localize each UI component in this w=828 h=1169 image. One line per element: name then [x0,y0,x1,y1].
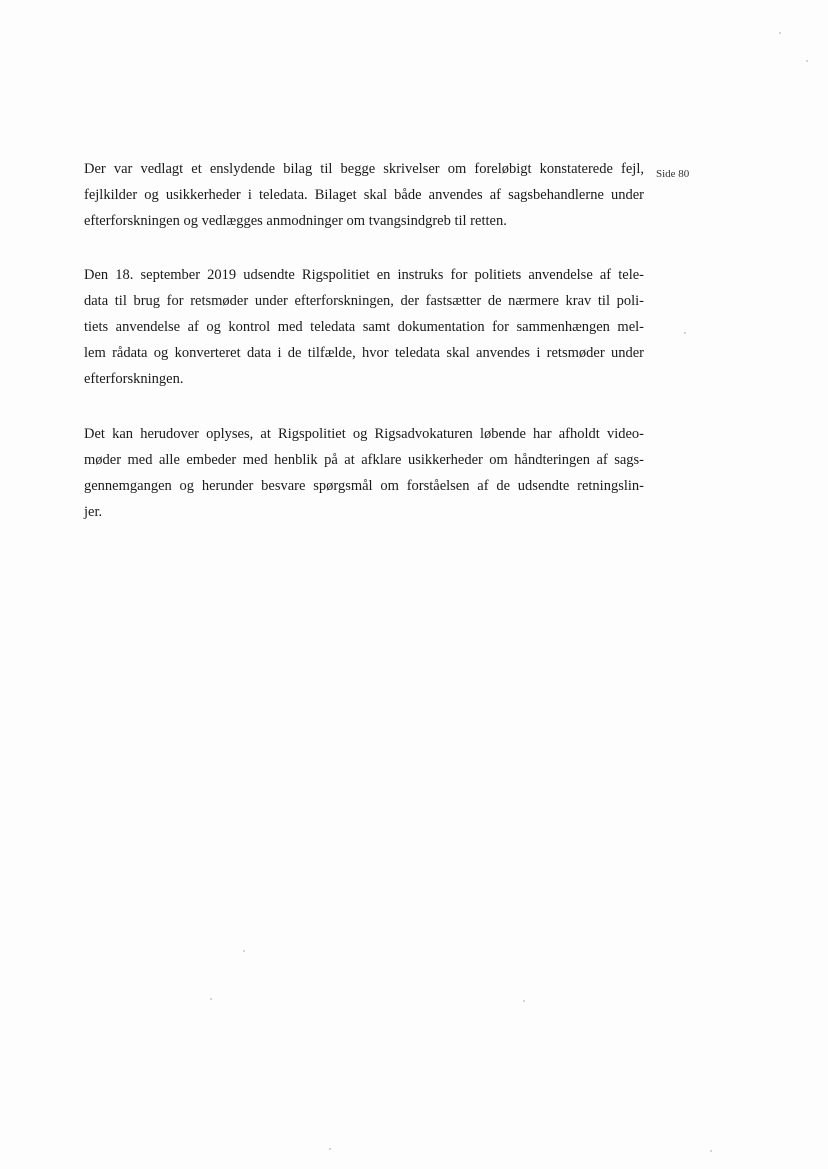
paragraph [84,421,644,525]
text-line: lem rådata og konverteret data i de tilfælde, hvor teledata skal anvendes i retsmøder under [84,345,644,361]
paragraph [84,262,644,392]
scan-speck [243,950,245,952]
text-line: Der var vedlagt et enslydende bilag til begge skrivelser om foreløbigt konstaterede fejl, [84,161,644,177]
text-line: Den 18. september 2019 udsendte Rigspolitiet en instruks for politiets anvendelse af tele- [84,267,644,283]
text-line: jer. [84,504,103,520]
scan-speck [806,60,808,62]
text-line: Det kan herudover oplyses, at Rigspolitiet og Rigsadvokaturen løbende har afholdt video- [84,426,644,442]
scan-speck [710,1150,712,1152]
text-line: efterforskningen og vedlægges anmodninger om tvangsindgreb til retten. [84,213,507,229]
page-number-label: Side 80 [656,168,690,180]
scan-speck [779,32,781,34]
scan-speck [684,332,686,334]
text-line: fejlkilder og usikkerheder i teledata. Bilaget skal både anvendes af sagsbehandlerne under [84,187,644,203]
scan-speck [523,1000,525,1002]
paragraph [84,156,644,234]
text-line: tiets anvendelse af og kontrol med teledata samt dokumentation for sammenhængen mel- [84,319,644,335]
text-line: gennemgangen og herunder besvare spørgsmål om forståelsen af de udsendte retningslin- [84,478,644,494]
scan-speck [329,1148,331,1150]
text-line: møder med alle embeder med henblik på at afklare usikkerheder om håndteringen af sags- [84,452,644,468]
text-line: data til brug for retsmøder under efterforskningen, der fastsætter de nærmere krav til poli- [84,293,644,309]
text-line: efterforskningen. [84,371,184,387]
scan-speck [210,998,212,1000]
